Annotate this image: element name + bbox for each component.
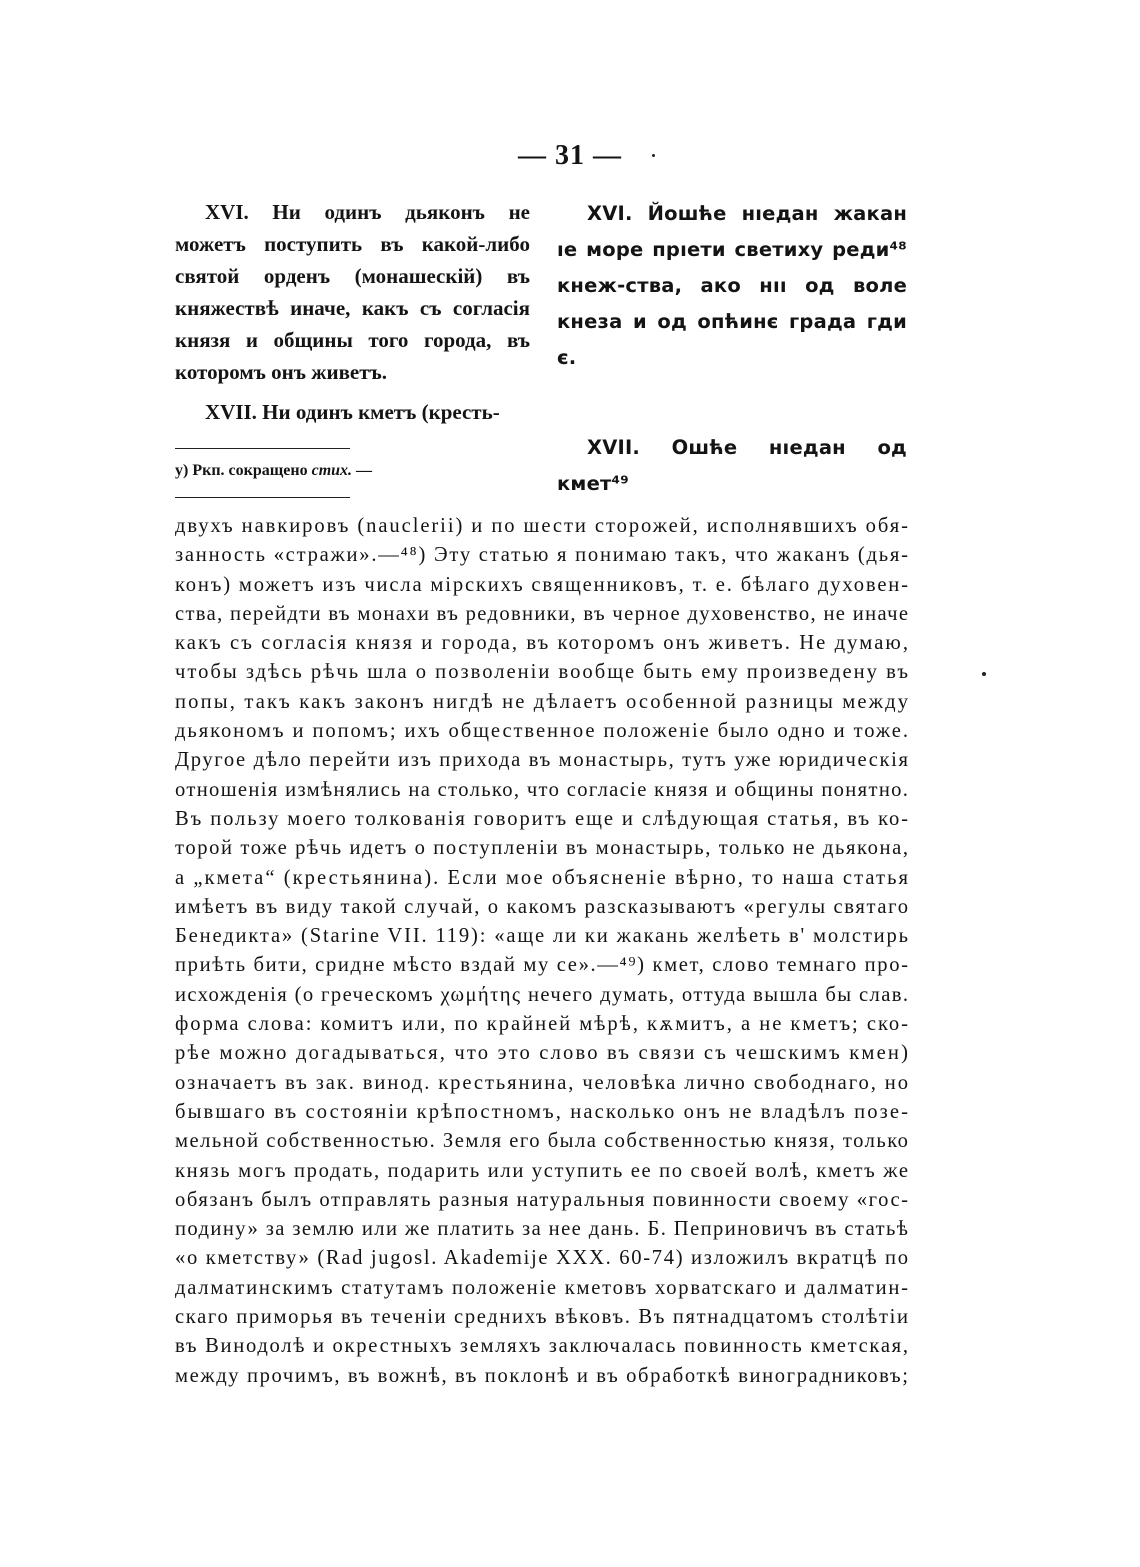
body-line: имѣетъ въ виду такой случай, о какомъ разсказываютъ «регулы святаго (175, 895, 910, 918)
body-line: обязанъ былъ отправлять разныя натуральныя повинности своему «гос- (175, 1188, 910, 1211)
body-line: дьякономъ и попомъ; ихъ общественное положеніе было одно и тоже. (175, 720, 910, 743)
body-line: ства, перейдти въ монахи въ редовники, въ черное духовенство, не иначе (175, 602, 910, 625)
body-line: «о кметству» (Rad jugosl. Akademije XXX. 60-74) изложилъ вкратцѣ по (175, 1247, 910, 1270)
body-line: торой тоже рѣчь идетъ о поступленіи въ монастырь, только не дьякона, (175, 837, 910, 860)
body-line: отношенія измѣнялись на столько, что согласіе князя и общины понятно. (175, 778, 910, 801)
body-line: мельной собственностью. Земля его была собственностью князя, только (175, 1130, 910, 1153)
body-line: Бенедикта» (Starine VII. 119): «аще ли ки жакань желѣеть в' молстирь (175, 925, 910, 948)
right-column-glagolitic-transcription (557, 196, 907, 502)
body-line: между прочимъ, въ вожнѣ, въ поклонѣ и въ обработкѣ виноградниковъ; (175, 1364, 910, 1387)
footnote-rule-top (175, 448, 350, 449)
body-line: занность «стражи».—⁴⁸) Эту статью я понимаю такъ, что жаканъ (дья- (175, 544, 910, 567)
footnote-marker: у) Ркп. сокращено (175, 462, 308, 479)
footnote-tail: — (356, 462, 373, 479)
body-line: далматинскимъ статутамъ положеніе кметовъ хорватскаго и далматин- (175, 1276, 910, 1299)
body-line: приѣть бити, сридне мѣсто вздай му се».—⁴⁹) кмет, слово темнаго про- (175, 954, 910, 977)
body-line: князь могъ продать, подарить или уступить ее по своей волѣ, кметъ же (175, 1159, 910, 1182)
body-line: рѣе можно догадываться, что это слово въ связи съ чешскимъ кмен) (175, 1042, 911, 1065)
body-line: форма слова: комитъ или, по крайней мѣрѣ, кѫмитъ, а не кметъ; ско- (175, 1013, 910, 1036)
commentary-body (175, 512, 911, 1391)
footnote-rule-bottom (175, 497, 350, 498)
left-para-xvi: XVI. Ни одинъ дьяконъ не можетъ поступить въ какой-либо святой орденъ (монашескій) въ княжествѣ иначе, какъ съ согласія князя и общины того города, въ которомъ онъ живетъ. (175, 200, 530, 384)
body-line: чтобы здѣсь рѣчь шла о позволеніи вообще быть ему произведену въ (175, 661, 910, 684)
body-line: бывшаго въ состояніи крѣпостномъ, насколько онъ не владѣлъ позе- (175, 1100, 911, 1123)
right-para-xvii: XVII. Ошће нıедан од кмет⁴⁹ (557, 436, 907, 495)
print-speck (652, 154, 655, 157)
left-column-russian (175, 196, 530, 428)
body-line: Другое дѣло перейти изъ прихода въ монастырь, тутъ уже юридическія (175, 749, 910, 772)
body-line: какъ съ согласія князя и города, въ которомъ онъ живетъ. Не думаю, (175, 632, 911, 655)
body-line: конъ) можетъ изъ числа мірскихъ священниковъ, т. е. бѣлаго духовен- (175, 573, 910, 596)
body-line: исхожденія (о греческомъ χωμήτης нечего думать, оттуда вышла бы слав. (175, 983, 910, 1006)
body-line: въ Винодолѣ и окрестныхъ земляхъ заключалась повинность кметская, (175, 1335, 910, 1358)
body-line: двухъ навкировъ (nauclerii) и по шести сторожей, исполнявшихъ обя- (175, 515, 910, 537)
body-line: подину» за землю или же платить за нее дань. Б. Пеприновичъ въ статьѣ (175, 1218, 910, 1241)
right-para-xvi: XVI. Йошће нıедан жакан ıе море прıети светиху реди⁴⁸ кнеж-ства, ако нıı од воле кнеза и од опћинє града гди є. (557, 202, 907, 369)
body-line: Въ пользу моего толкованія говоритъ еще и слѣдующая статья, въ ко- (175, 807, 910, 830)
footnote-italic-word: стих. (311, 462, 353, 479)
print-speck (982, 672, 986, 676)
page-number: — 31 — (518, 140, 622, 171)
footnote (175, 462, 875, 480)
body-line: попы, такъ какъ законъ нигдѣ не дѣлаетъ особенной разницы между (175, 690, 911, 713)
left-para-xvii: XVII. Ни одинъ кметъ (кресть- (205, 400, 500, 424)
body-line: а „кмета“ (крестьянина). Если мое объясненіе вѣрно, то наша статья (175, 866, 911, 889)
body-line: скаго приморья въ теченіи среднихъ вѣковъ. Въ пятнадцатомъ столѣтіи (175, 1306, 910, 1329)
body-line: означаетъ въ зак. винод. крестьянина, человѣка лично свободнаго, но (175, 1071, 910, 1094)
